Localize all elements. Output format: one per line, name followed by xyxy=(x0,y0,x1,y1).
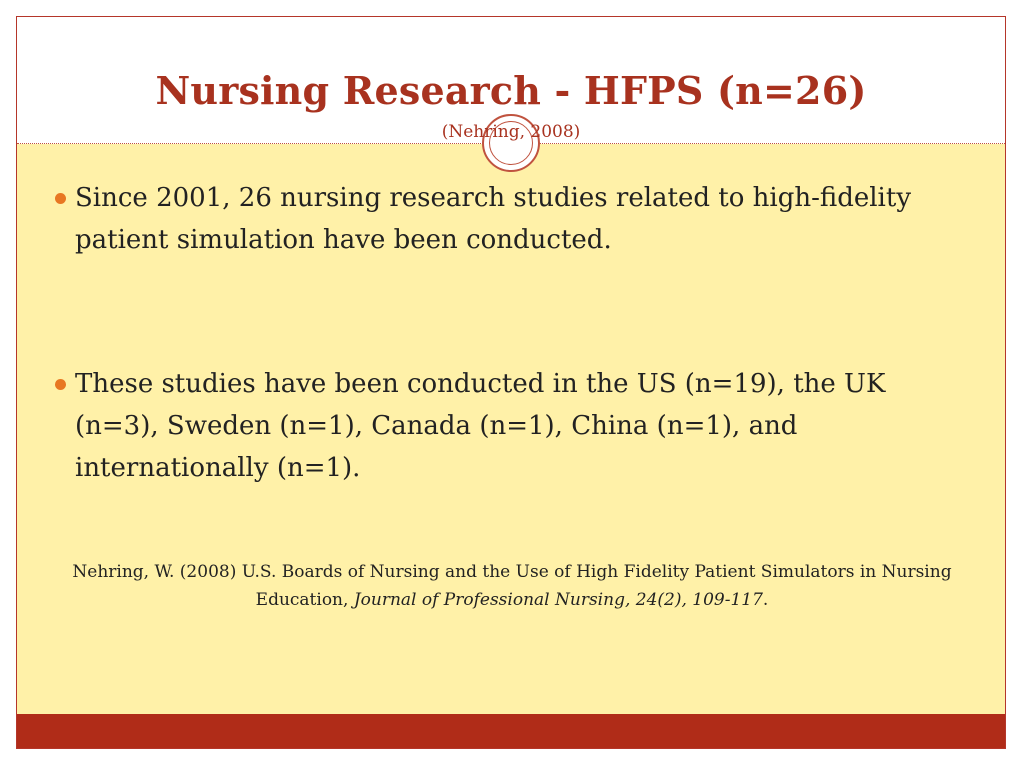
bullet-dot-icon xyxy=(55,193,66,204)
citation xyxy=(37,558,987,614)
bullet-item xyxy=(75,177,955,261)
bullet-dot-icon xyxy=(55,379,66,390)
bullet-item xyxy=(75,363,955,489)
slide-title: Nursing Research - HFPS (n=26) xyxy=(155,68,867,113)
title-area xyxy=(17,17,1005,143)
bottom-bar xyxy=(17,714,1005,748)
citation-journal: Journal of Professional Nursing, 24(2), 109-117 xyxy=(353,590,763,610)
citation-end: . xyxy=(762,590,769,610)
bullet-text: These studies have been conducted in the US (n=19), the UK (n=3), Sweden (n=1), Canada (n=1), China (n=1), and internationally (n=1). xyxy=(75,369,886,483)
slide-subtitle: (Nehring, 2008) xyxy=(441,122,581,142)
bullet-text: Since 2001, 26 nursing research studies related to high-fidelity patient simulation have been conducted. xyxy=(75,183,912,255)
content-area xyxy=(17,144,1005,716)
citation-text: Nehring, W. (2008) U.S. Boards of Nursing and the Use of High Fidelity Patient Simulators in Nursing Education, xyxy=(72,562,952,610)
slide xyxy=(16,16,1006,749)
